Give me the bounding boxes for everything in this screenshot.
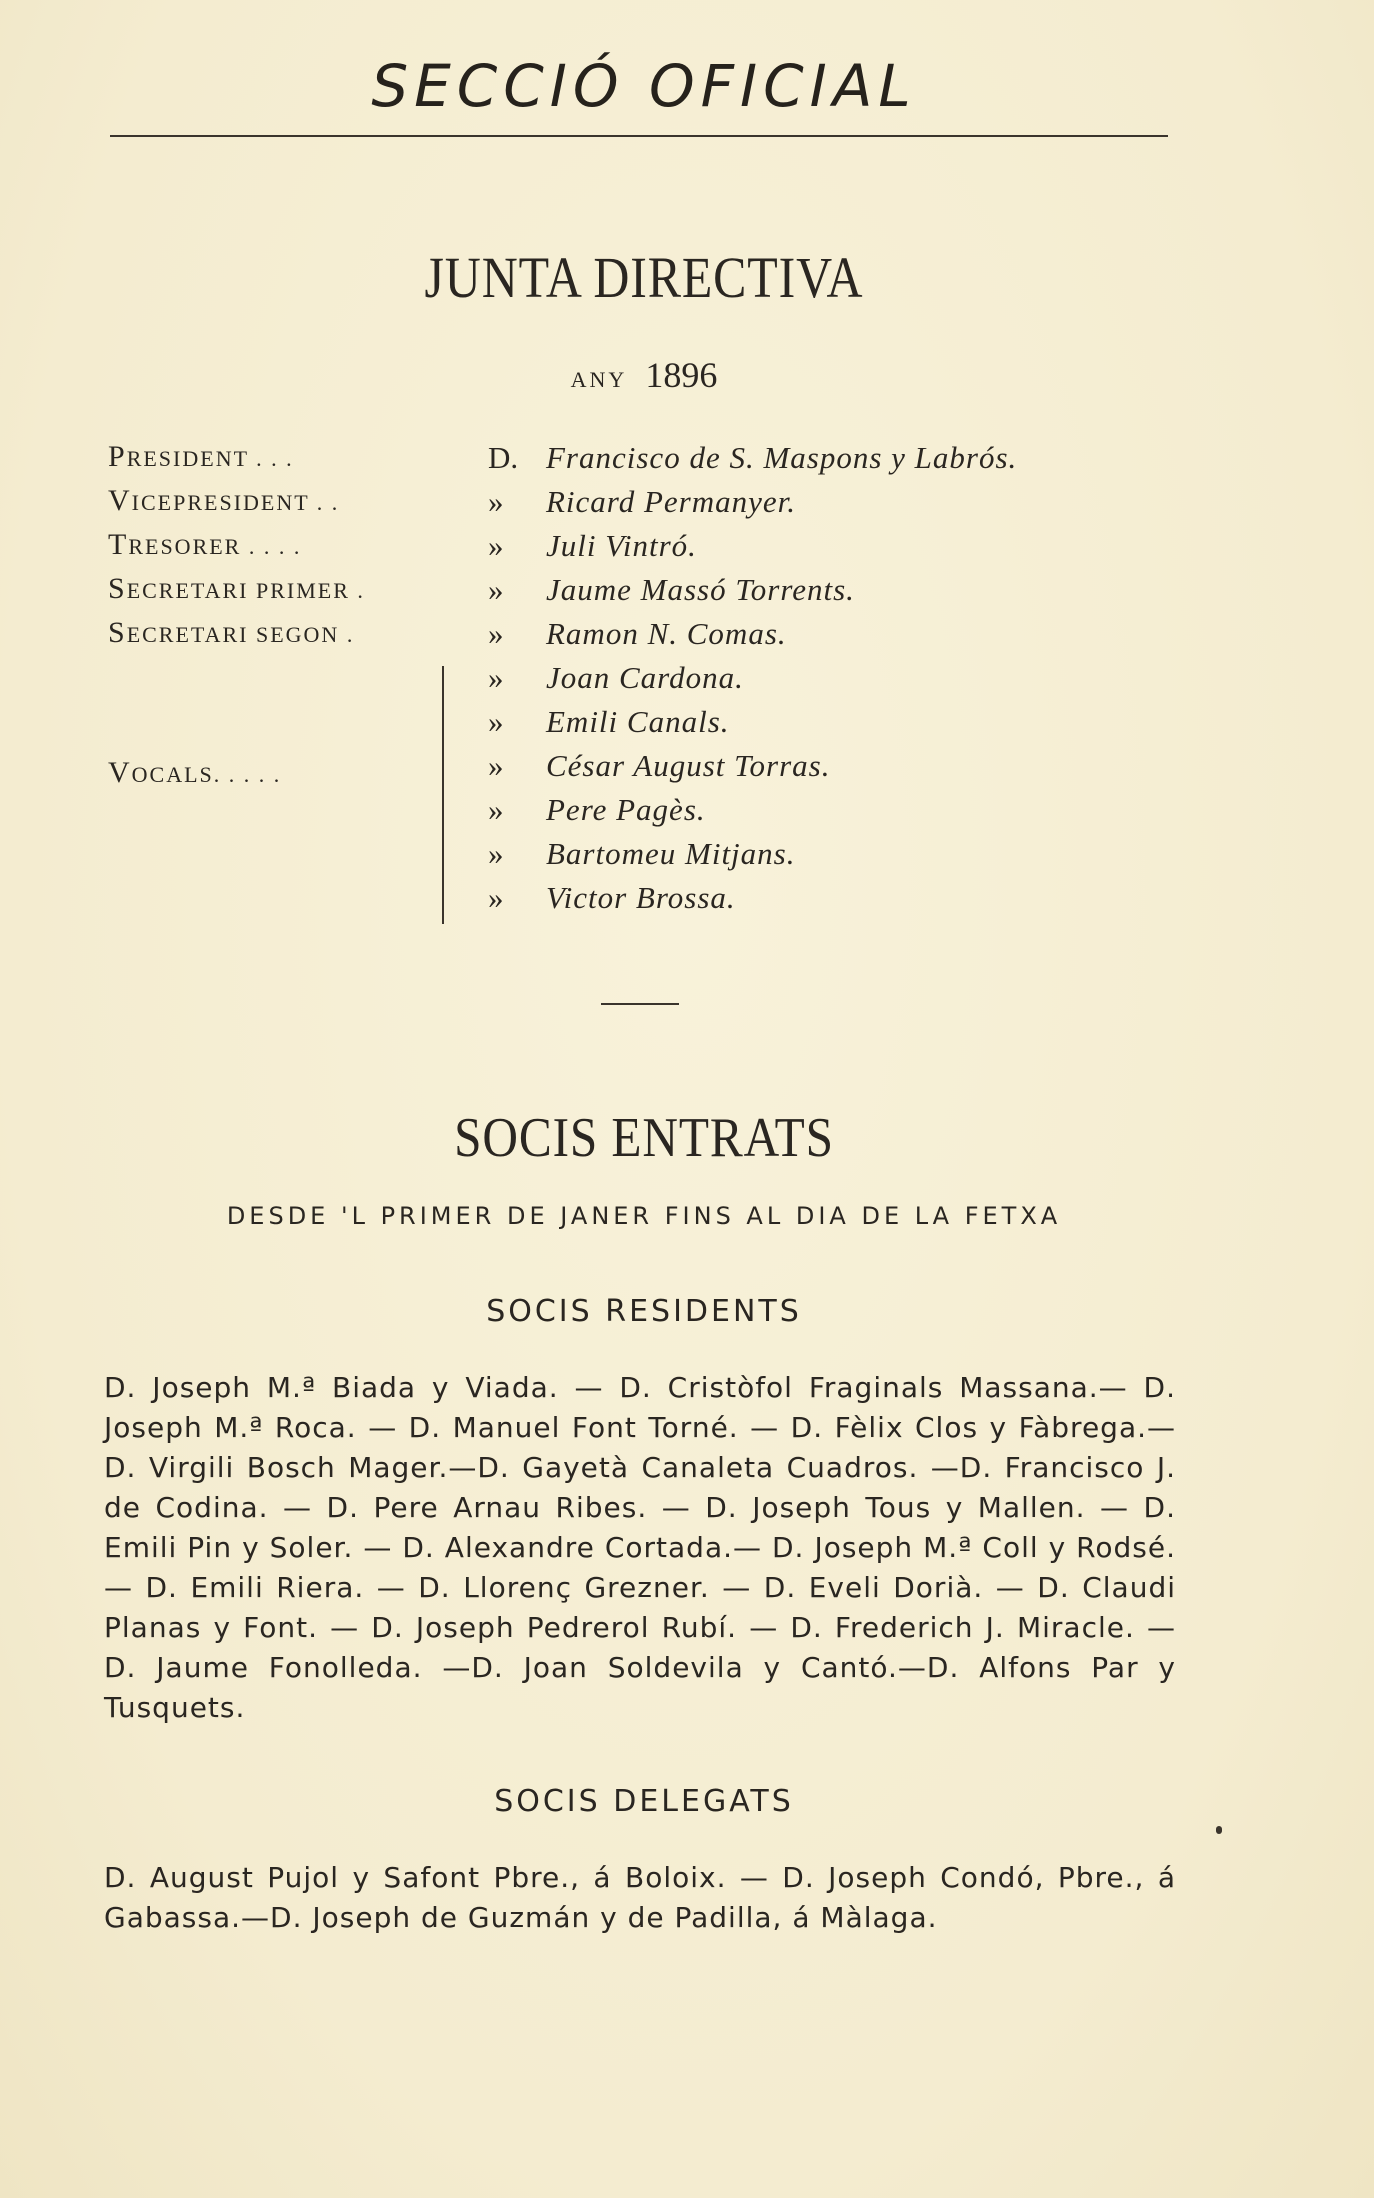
member-row: » Emili Canals.	[488, 704, 730, 739]
member-row: D. Francisco de S. Maspons y Labrós.	[488, 440, 1018, 475]
member-row: » Juli Vintró.	[488, 528, 697, 563]
socis-title: SOCIS ENTRATS	[454, 1107, 834, 1169]
socis-subtitle: DESDE 'L PRIMER DE JANER FINS AL DIA DE LA FETXA	[226, 1202, 1062, 1230]
member-row: » Pere Pagès.	[488, 792, 706, 827]
member-row: » Victor Brossa.	[488, 880, 736, 915]
role-secretari-segon: SECRETARI SEGON .	[108, 616, 355, 649]
top-rule	[110, 135, 1168, 137]
any-label: ANY	[570, 367, 628, 392]
member-row: » Ramon N. Comas.	[488, 616, 787, 651]
ink-speck	[1216, 1826, 1222, 1834]
role-president: PRESIDENT . . .	[108, 440, 294, 473]
residents-list: D. Joseph M.ª Biada y Viada. — D. Cristòfol Fraginals Massana.— D. Joseph M.ª Roca. — D. Manuel Font Torné. — D. Fèlix Clos y Fàbrega.—D. Virgili Bosch Mager.—D. Gayetà Canaleta Cuadros. —D. Francisco J. de Codina. — D. Pere Arnau Ribes. — D. Joseph Tous y Mallen. — D. Emili Pin y Soler. — D. Alexandre Cortada.— D. Joseph M.ª Coll y Rodsé. — D. Emili Riera. — D. Llorenç Grezner. — D. Eveli Dorià. — D. Claudi Planas y Font. — D. Joseph Pedrerol Rubí. — D. Frederich J. Miracle. — D. Jaume Fonolleda. —D. Joan Soldevila y Cantó.—D. Alfons Par y Tusquets.	[104, 1371, 1176, 1724]
member-row: » César August Torras.	[488, 748, 831, 783]
member-row: » Ricard Permanyer.	[488, 484, 797, 519]
member-row: » Bartomeu Mitjans.	[488, 836, 796, 871]
year-value: 1896	[645, 355, 718, 395]
junta-title: JUNTA DIRECTIVA	[424, 245, 864, 310]
year-line	[0, 354, 1288, 396]
role-tresorer: TRESORER . . . .	[108, 528, 302, 561]
section-title: SECCIÓ OFICIAL	[371, 52, 917, 120]
delegats-list: D. August Pujol y Safont Pbre., á Boloix. — D. Joseph Condó, Pbre., á Gabassa.—D. Joseph de Guzmán y de Padilla, á Màlaga.	[104, 1861, 1176, 1934]
residents-heading: SOCIS RESIDENTS	[486, 1294, 802, 1329]
member-row: » Joan Cardona.	[488, 660, 744, 695]
delegats-heading: SOCIS DELEGATS	[494, 1784, 794, 1819]
role-vicepresident: VICEPRESIDENT . .	[108, 484, 340, 517]
role-secretari-primer: SECRETARI PRIMER .	[108, 572, 365, 605]
vocals-bracket	[442, 666, 450, 924]
separator-rule	[601, 1003, 679, 1005]
member-row: » Jaume Massó Torrents.	[488, 572, 855, 607]
role-vocals: VOCALS. . . . .	[108, 756, 282, 789]
